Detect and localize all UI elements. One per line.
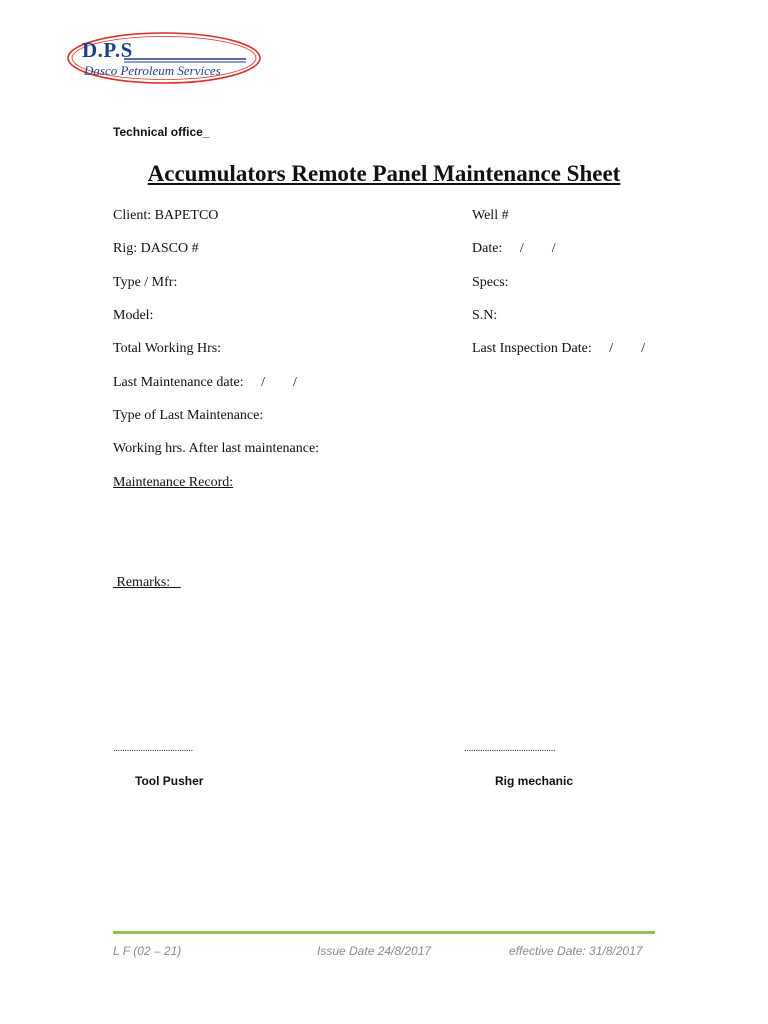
logo-initials: D.P.S bbox=[82, 38, 133, 62]
logo-company-name: Dasco Petroleum Services bbox=[84, 63, 221, 78]
remarks-heading: Remarks: bbox=[113, 575, 181, 590]
type-mfr-field: Type / Mfr: bbox=[113, 275, 178, 290]
rig-mechanic-label: Rig mechanic bbox=[495, 774, 574, 788]
client-field: Client: BAPETCO bbox=[113, 208, 219, 223]
footer-divider bbox=[113, 931, 655, 934]
last-inspection-date-field: Last Inspection Date: / / bbox=[472, 341, 646, 356]
total-working-hrs-field: Total Working Hrs: bbox=[113, 341, 222, 356]
issue-date: Issue Date 24/8/2017 bbox=[317, 944, 432, 958]
effective-date: effective Date: 31/8/2017 bbox=[509, 944, 643, 958]
date-field: Date: / / bbox=[472, 241, 556, 256]
rig-field: Rig: DASCO # bbox=[113, 241, 199, 256]
department-label: Technical office_ bbox=[113, 125, 210, 139]
well-field: Well # bbox=[472, 208, 509, 223]
tool-pusher-label: Tool Pusher bbox=[135, 774, 204, 788]
rig-mechanic-signature-line: ........................................ bbox=[464, 743, 556, 754]
last-maintenance-date-field: Last Maintenance date: / / bbox=[113, 375, 297, 390]
form-code: L F (02 – 21) bbox=[113, 944, 182, 958]
type-last-maintenance-field: Type of Last Maintenance: bbox=[113, 408, 264, 423]
page-title: Accumulators Remote Panel Maintenance Sheet bbox=[147, 161, 621, 186]
working-hrs-after-field: Working hrs. After last maintenance: bbox=[113, 441, 320, 456]
tool-pusher-signature-line: ................................... bbox=[113, 743, 193, 754]
specs-field: Specs: bbox=[472, 275, 509, 290]
sn-field: S.N: bbox=[472, 308, 498, 323]
maintenance-record-heading: Maintenance Record: bbox=[113, 475, 234, 490]
model-field: Model: bbox=[113, 308, 154, 323]
